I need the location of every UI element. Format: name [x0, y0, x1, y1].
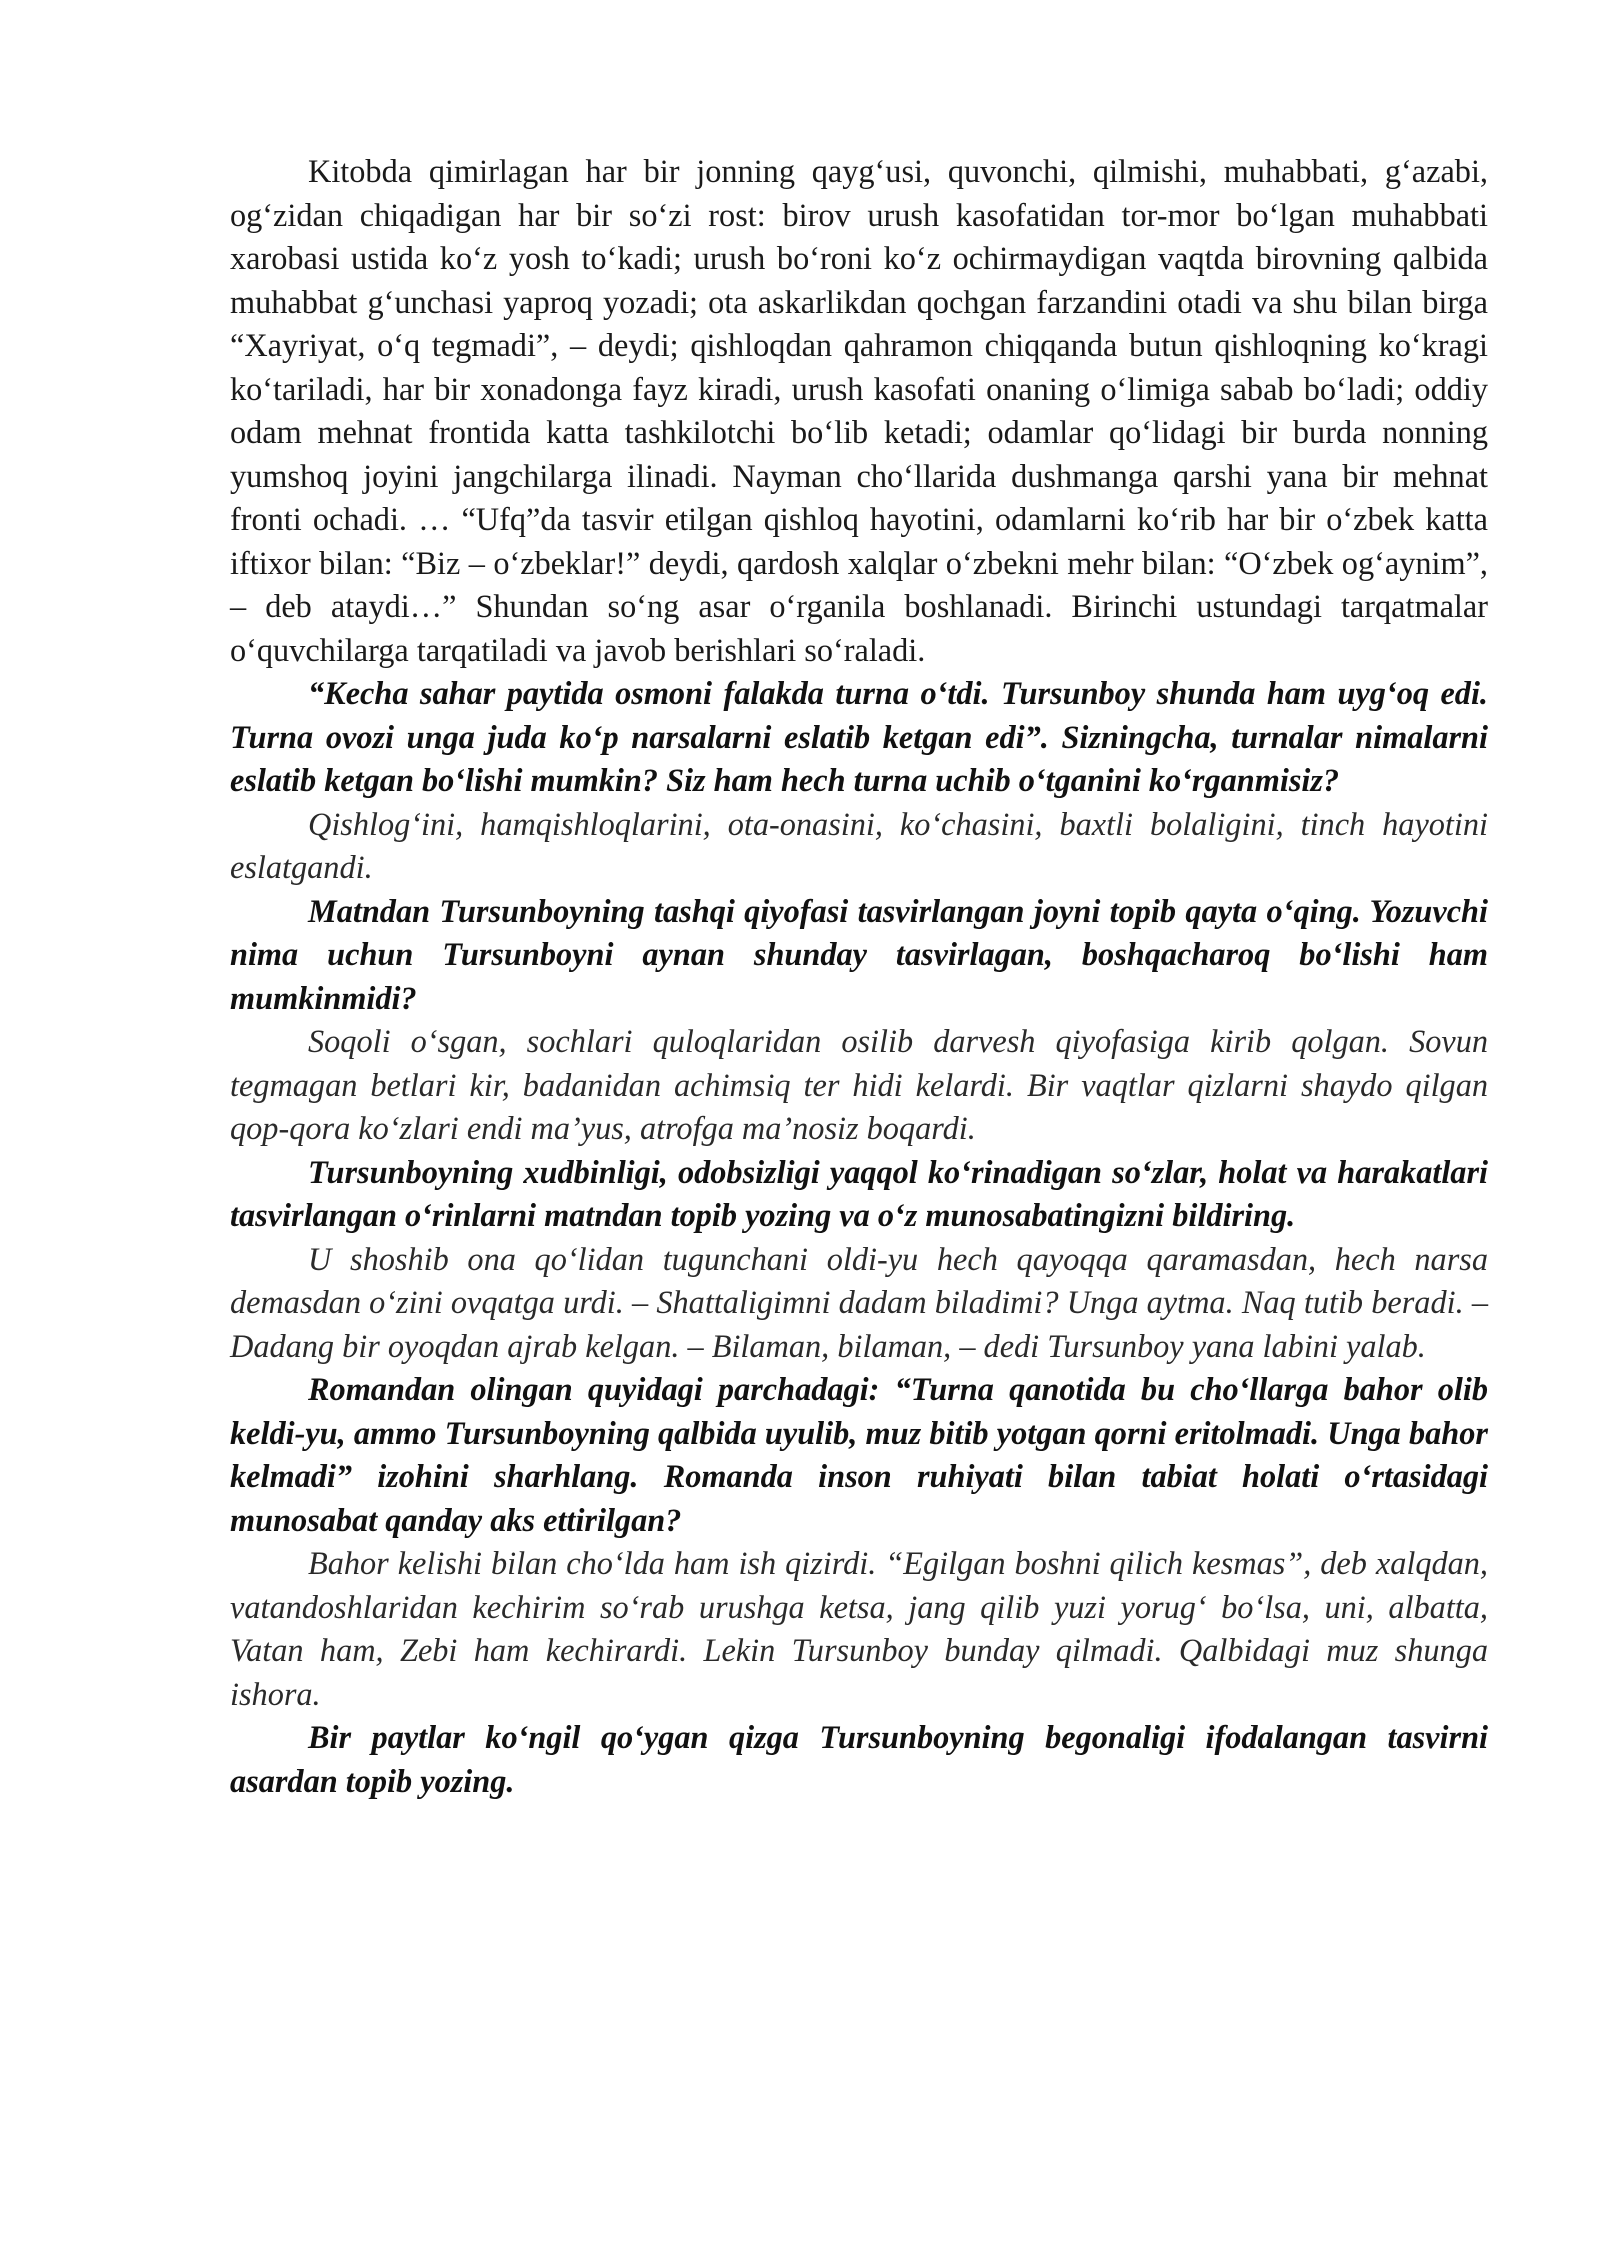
answer-paragraph: U shoshib ona qo‘lidan tugunchani oldi-yu hech qayoqqa qaramasdan, hech narsa demasdan o‘zini ovqatga urdi. – Shattaligimni dadam biladimi? Unga aytma. Naq tutib beradi. – Dadang bir oyoqdan ajrab kelgan. – Bilaman, bilaman, – dedi Tursunboy yana labini yalab.	[230, 1240, 1488, 1364]
question-paragraph: Romandan olingan quyidagi parchadagi: “Turna qanotida bu cho‘llarga bahor olib keldi-yu, ammo Tursunboyning qalbida uyulib, muz bitib yotgan qorni eritolmadi. Unga bahor kelmadi” izohini sharhlang. Romanda inson ruhiyati bilan tabiat holati o‘rtasidagi munosabat qanday aks ettirilgan?	[230, 1371, 1488, 1538]
document-page	[230, 150, 1488, 1803]
question-paragraph: Matndan Tursunboyning tashqi qiyofasi tasvirlangan joyni topib qayta o‘qing. Yozuvchi nima uchun Tursunboyni aynan shunday tasvirlagan, boshqacharoq bo‘lishi ham mumkinmidi?	[230, 892, 1488, 1016]
answer-paragraph: Soqoli o‘sgan, sochlari quloqlaridan osilib darvesh qiyofasiga kirib qolgan. Sovun tegmagan betlari kir, badanidan achimsiq ter hidi kelardi. Bir vaqtlar qizlarni shaydo qilgan qop-qora ko‘zlari endi ma’yus, atrofga ma’nosiz boqardi.	[230, 1023, 1488, 1146]
question-paragraph: Bir paytlar ko‘ngil qo‘ygan qizga Tursunboyning begonaligi ifodalangan tasvirni asardan topib yozing.	[230, 1719, 1488, 1799]
question-paragraph: Tursunboyning xudbinligi, odobsizligi yaqqol ko‘rinadigan so‘zlar, holat va harakatlari tasvirlangan o‘rinlarni matndan topib yozing va o‘z munosabatingizni bildiring.	[230, 1153, 1488, 1233]
answer-paragraph: Bahor kelishi bilan cho‘lda ham ish qizirdi. “Egilgan boshni qilich kesmas”, deb xalqdan, vatandoshlaridan kechirim so‘rab urushga ketsa, jang qilib yuzi yorug‘ bo‘lsa, uni, albatta, Vatan ham, Zebi ham kechirardi. Lekin Tursunboy bunday qilmadi. Qalbidagi muz shunga ishora.	[230, 1545, 1488, 1712]
answer-paragraph: Qishlog‘ini, hamqishloqlarini, ota-onasini, ko‘chasini, baxtli bolaligini, tinch hayotini eslatgandi.	[230, 805, 1488, 885]
question-paragraph: “Kecha sahar paytida osmoni falakda turna o‘tdi. Tursunboy shunda ham uyg‘oq edi. Turna ovozi unga juda ko‘p narsalarni eslatib ketgan edi”. Sizningcha, turnalar nimalarni eslatib ketgan bo‘lishi mumkin? Siz ham hech turna uchib o‘tganini ko‘rganmisiz?	[230, 675, 1488, 798]
intro-paragraph: Kitobda qimirlagan har bir jonning qayg‘usi, quvonchi, qilmishi, muhabbati, g‘azabi, og‘zidan chiqadigan har bir so‘zi rost: birov urush kasofatidan tor-mor bo‘lgan muhabbati xarobasi ustida ko‘z yosh to‘kadi; urush bo‘roni ko‘z ochirmaydigan vaqtda birovning qalbida muhabbat g‘unchasi yaproq yozadi; ota askarlikdan qochgan farzandini otadi va shu bilan birga “Xayriyat, o‘q tegmadi”, – deydi; qishloqdan qahramon chiqqanda butun qishloqning ko‘kragi ko‘tariladi, har bir xonadonga fayz kiradi, urush kasofati onaning o‘limiga sabab bo‘ladi; oddiy odam mehnat frontida katta tashkilotchi bo‘lib ketadi; odamlar qo‘lidagi bir burda nonning yumshoq joyini jangchilarga ilinadi. Nayman cho‘llarida dushmanga qarshi yana bir mehnat fronti ochadi. … “Ufq”da tasvir etilgan qishloq hayotini, odamlarni ko‘rib har bir o‘zbek katta iftixor bilan: “Biz – o‘zbeklar!” deydi, qardosh xalqlar o‘zbekni mehr bilan: “O‘zbek og‘aynim”, – deb ataydi…” Shundan so‘ng asar o‘rganila boshlanadi. Birinchi ustundagi tarqatmalar o‘quvchilarga tarqatiladi va javob berishlari so‘raladi.	[230, 153, 1488, 668]
